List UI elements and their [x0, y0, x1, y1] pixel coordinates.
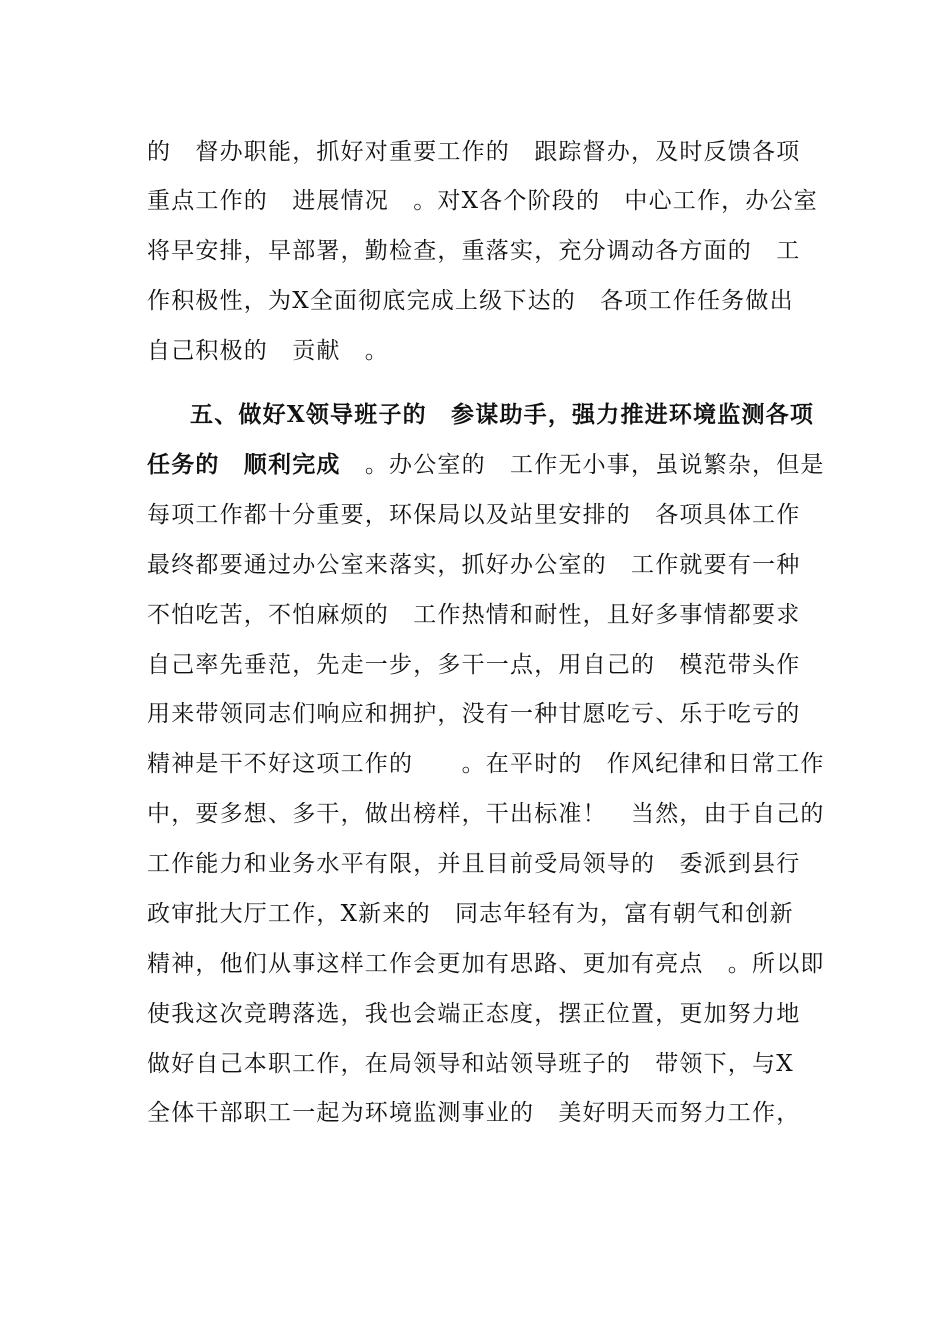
paragraph-2-line-3: 最终都要通过办公室来落实，抓好办公室的 工作就要有一种 — [147, 552, 801, 578]
section-heading-line-2: 任务的 顺利完成 — [147, 451, 365, 478]
paragraph-2-line-1-rest: 。办公室的 工作无小事，虽说繁杂，但是 — [364, 452, 825, 478]
paragraph-1-line-2: 重点工作的 进展情况 。对X各个阶段的 中心工作，办公室 — [147, 188, 818, 214]
paragraph-1-line-1: 的 督办职能，抓好对重要工作的 跟踪督办，及时反馈各项 — [147, 139, 801, 165]
paragraph-1-line-3: 将早安排，早部署，勤检查，重落实，充分调动各方面的 工 — [147, 238, 801, 264]
paragraph-2-line-11: 精神，他们从事这样工作会更加有思路、更加有亮点 。所以即 — [147, 951, 825, 977]
paragraph-2-line-7: 精神是干不好这项工作的 。在平时的 作风纪律和日常工作 — [147, 751, 825, 777]
paragraph-2-line-5: 自己率先垂范，先走一步，多干一点，用自己的 模范带头作 — [147, 652, 801, 678]
paragraph-2-line-10: 政审批大厅工作，X新来的 同志年轻有为，富有朝气和创新 — [147, 901, 794, 927]
paragraph-2-line-1 — [147, 450, 825, 480]
paragraph-2-line-12: 使我这次竞聘落选，我也会端正态度，摆正位置，更加努力地 — [147, 1001, 801, 1027]
paragraph-1-line-5: 自己积极的 贡献 。 — [147, 338, 389, 364]
paragraph-1-line-4: 作积极性，为X全面彻底完成上级下达的 各项工作任务做出 — [147, 288, 794, 314]
section-heading-line-1: 五、做好X领导班子的 参谋助手，强力推进环境监测各项 — [190, 401, 815, 428]
paragraph-2-line-8: 中，要多想、多干，做出榜样，干出标准！ 当然，由于自己的 — [147, 801, 825, 827]
paragraph-2-line-2: 每项工作都十分重要，环保局以及站里安排的 各项具体工作 — [147, 502, 801, 528]
paragraph-2-line-4: 不怕吃苦，不怕麻烦的 工作热情和耐性，且好多事情都要求 — [147, 602, 801, 628]
paragraph-2-line-14: 全体干部职工一起为环境监测事业的 美好明天而努力工作， — [147, 1100, 801, 1126]
paragraph-2-line-9: 工作能力和业务水平有限，并且目前受局领导的 委派到县行 — [147, 851, 801, 877]
paragraph-2-line-6: 用来带领同志们响应和拥护，没有一种甘愿吃亏、乐于吃亏的 — [147, 701, 801, 727]
paragraph-2-line-13: 做好自己本职工作，在局领导和站领导班子的 带领下，与X — [147, 1051, 794, 1077]
